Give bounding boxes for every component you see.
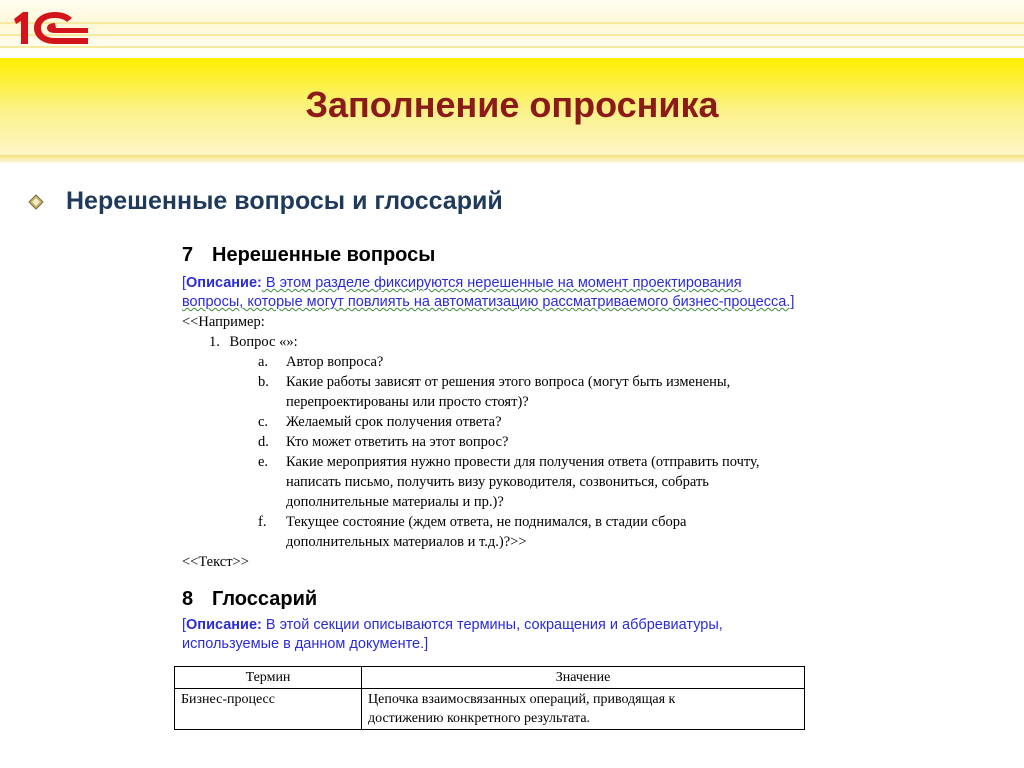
section-heading-text: Нерешенные вопросы	[212, 244, 436, 266]
title-bar-divider	[0, 155, 1024, 163]
section-description	[182, 616, 862, 654]
sub-list-marker: d.	[258, 434, 269, 450]
sub-list-item	[182, 352, 862, 372]
sub-list-line: дополнительных материалов и т.д.)?>>	[286, 534, 527, 550]
decor-stripe	[0, 46, 1024, 48]
meaning-line: достижению конкретного результата.	[368, 711, 591, 726]
table-header-row	[175, 667, 805, 689]
list-item	[182, 332, 862, 352]
meaning-line: Цепочка взаимосвязанных операций, приводящая к	[368, 692, 676, 707]
sub-list-line: перепроектированы или просто стоят)?	[286, 394, 529, 410]
description-label: Описание:	[186, 617, 262, 633]
term-cell: Бизнес-процесс	[175, 689, 362, 730]
sub-list-item	[182, 452, 862, 512]
description-line: В этом разделе фиксируются нерешенные на момент проектирования	[261, 275, 742, 291]
column-header: Значение	[362, 667, 805, 689]
meaning-cell	[362, 689, 805, 730]
section-heading-unresolved	[182, 244, 862, 267]
section-number: 7	[182, 244, 194, 266]
description-label: Описание:	[186, 275, 262, 291]
glossary-table	[174, 666, 805, 730]
diamond-bullet-icon	[28, 194, 44, 215]
sub-list-marker: b.	[258, 374, 269, 390]
sub-list-line: Желаемый срок получения ответа?	[286, 414, 502, 430]
sub-list-item	[182, 512, 862, 552]
list-marker: 1.	[209, 334, 220, 350]
sub-list-marker: c.	[258, 414, 269, 430]
bracket: [	[182, 275, 187, 291]
description-line: В этой секции описываются термины, сокращения и аббревиатуры,	[261, 617, 723, 633]
sub-list-line: Какие работы зависят от решения этого вопроса (могут быть изменены,	[286, 374, 731, 390]
section-heading-glossary	[182, 588, 862, 611]
sub-list-line: Какие мероприятия нужно провести для получения ответа (отправить почту,	[286, 454, 760, 470]
sub-list-item	[182, 372, 862, 412]
slide-bullet-text: Нерешенные вопросы и глоссарий	[66, 187, 503, 215]
slide-title: Заполнение опросника	[305, 84, 719, 125]
sub-list-line: Кто может ответить на этот вопрос?	[286, 434, 509, 450]
document-excerpt	[182, 244, 862, 654]
decor-stripe	[0, 34, 1024, 36]
sub-list-line: дополнительные материалы и пр.)?	[286, 494, 504, 510]
sub-list-item	[182, 432, 862, 452]
sub-list-line: Автор вопроса?	[286, 354, 384, 370]
description-line: вопросы, которые могут повлиять на автоматизацию рассматриваемого бизнес-процесса.]	[182, 294, 795, 310]
top-band	[0, 0, 1024, 58]
description-line: используемые в данном документе.]	[182, 636, 429, 652]
sub-list-marker: e.	[258, 454, 269, 470]
list-item-text: Вопрос «»:	[229, 334, 298, 350]
sub-list-item	[182, 412, 862, 432]
bracket: [	[182, 617, 187, 633]
sub-list-line: написать письмо, получить визу руководителя, созвониться, собрать	[286, 474, 709, 490]
sub-list-line: Текущее состояние (ждем ответа, не поднимался, в стадии сбора	[286, 514, 687, 530]
text-placeholder: <<Текст>>	[182, 554, 249, 570]
table-row	[175, 689, 805, 730]
sub-list-marker: a.	[258, 354, 269, 370]
section-description	[182, 274, 862, 312]
sub-list-marker: f.	[258, 514, 267, 530]
example-open: <<Например:	[182, 314, 265, 330]
decor-stripe	[0, 22, 1024, 24]
section-number: 8	[182, 588, 194, 610]
section-heading-text: Глоссарий	[212, 588, 318, 610]
column-header: Термин	[175, 667, 362, 689]
sub-list	[182, 352, 862, 552]
logo-1c	[10, 8, 94, 53]
